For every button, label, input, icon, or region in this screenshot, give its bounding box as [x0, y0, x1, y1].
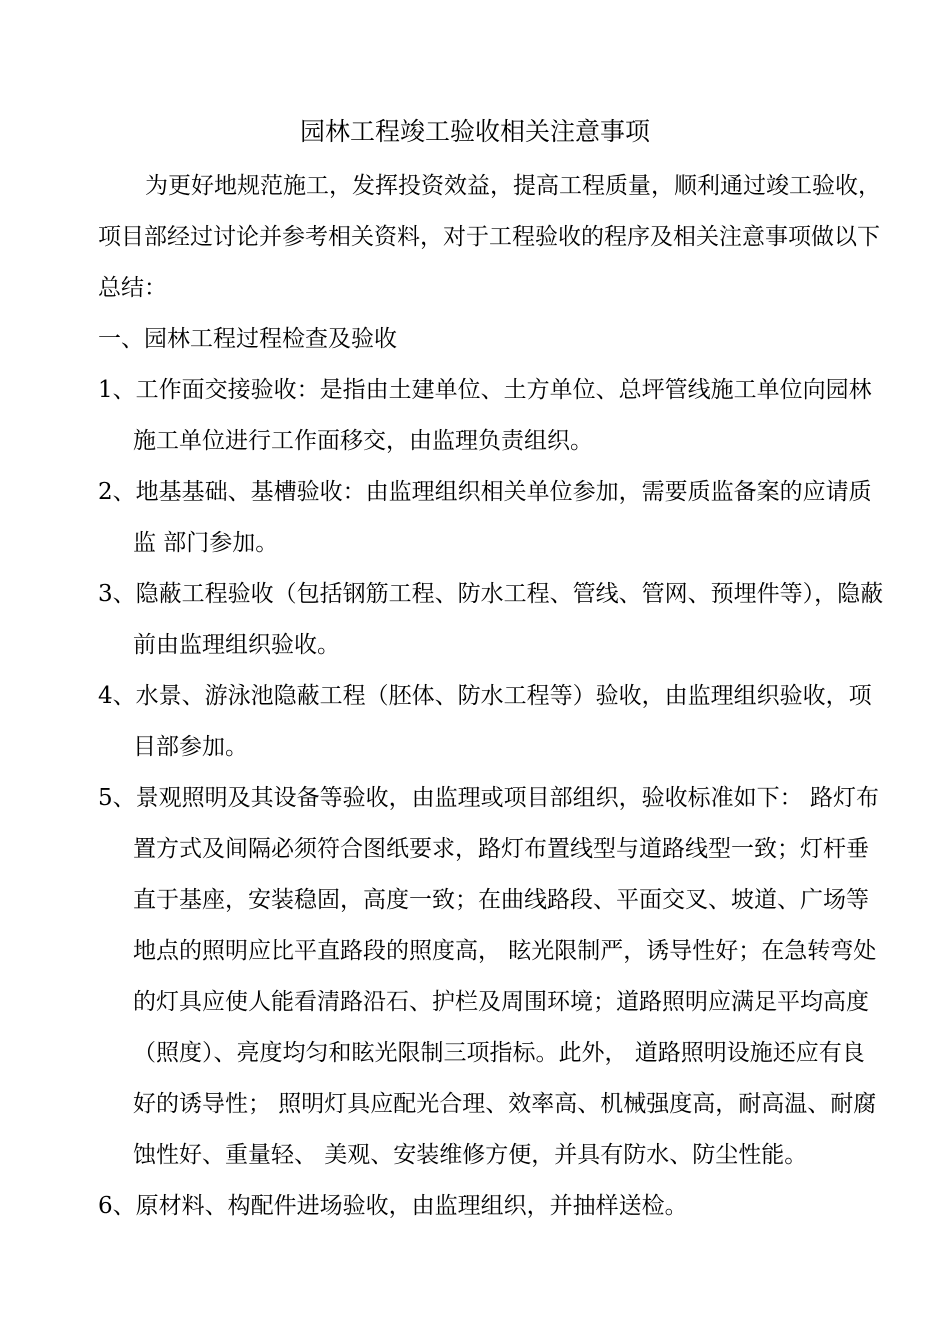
item-5-line-5: 的灯具应使人能看清路沿石、护栏及周围环境；道路照明应满足平均高度 [133, 989, 869, 1015]
item-5-line-3: 直于基座，安装稳固，高度一致；在曲线路段、平面交叉、坡道、广场等 [133, 887, 869, 913]
item-2-line-1: 2、地基基础、基槽验收：由监理组织相关单位参加，需要质监备案的应请质 [98, 479, 872, 505]
item-4-line-2: 目部参加。 [133, 734, 248, 760]
item-5-line-7: 好的诱导性； 照明灯具应配光合理、效率高、机械强度高，耐高温、耐腐 [133, 1091, 877, 1117]
item-3-line-1: 3、隐蔽工程验收（包括钢筋工程、防水工程、管线、管网、预埋件等），隐蔽 [98, 581, 884, 607]
item-5-line-4: 地点的照明应比平直路段的照度高， 眩光限制严，诱导性好；在急转弯处 [133, 938, 877, 964]
item-5-line-6: （照度）、亮度均匀和眩光限制三项指标。此外， 道路照明设施还应有良 [133, 1040, 865, 1066]
item-5-line-1: 5、景观照明及其设备等验收，由监理或项目部组织，验收标准如下： 路灯布 [98, 785, 879, 811]
section-heading: 一、园林工程过程检查及验收 [98, 326, 397, 352]
document-title: 园林工程竣工验收相关注意事项 [299, 117, 650, 146]
item-6-line-1: 6、原材料、构配件进场验收，由监理组织，并抽样送检。 [98, 1193, 688, 1219]
intro-line-2: 项目部经过讨论并参考相关资料，对于工程验收的程序及相关注意事项做以下 [98, 224, 880, 250]
item-1-line-2: 施工单位进行工作面移交，由监理负责组织。 [133, 428, 593, 454]
item-4-line-1: 4、水景、游泳池隐蔽工程（胚体、防水工程等）验收，由监理组织验收，项 [98, 683, 872, 709]
intro-line-3: 总结： [98, 275, 167, 301]
item-1-line-1: 1、工作面交接验收：是指由土建单位、土方单位、总坪管线施工单位向园林 [98, 377, 872, 403]
intro-line-1: 为更好地规范施工，发挥投资效益，提高工程质量，顺利通过竣工验收， [145, 173, 881, 199]
item-3-line-2: 前由监理组织验收。 [133, 632, 340, 658]
item-5-line-8: 蚀性好、重量轻、 美观、安装维修方便，并具有防水、防尘性能。 [133, 1142, 808, 1168]
item-2-line-2: 监 部门参加。 [133, 530, 279, 556]
item-5-line-2: 置方式及间隔必须符合图纸要求，路灯布置线型与道路线型一致；灯杆垂 [133, 836, 869, 862]
